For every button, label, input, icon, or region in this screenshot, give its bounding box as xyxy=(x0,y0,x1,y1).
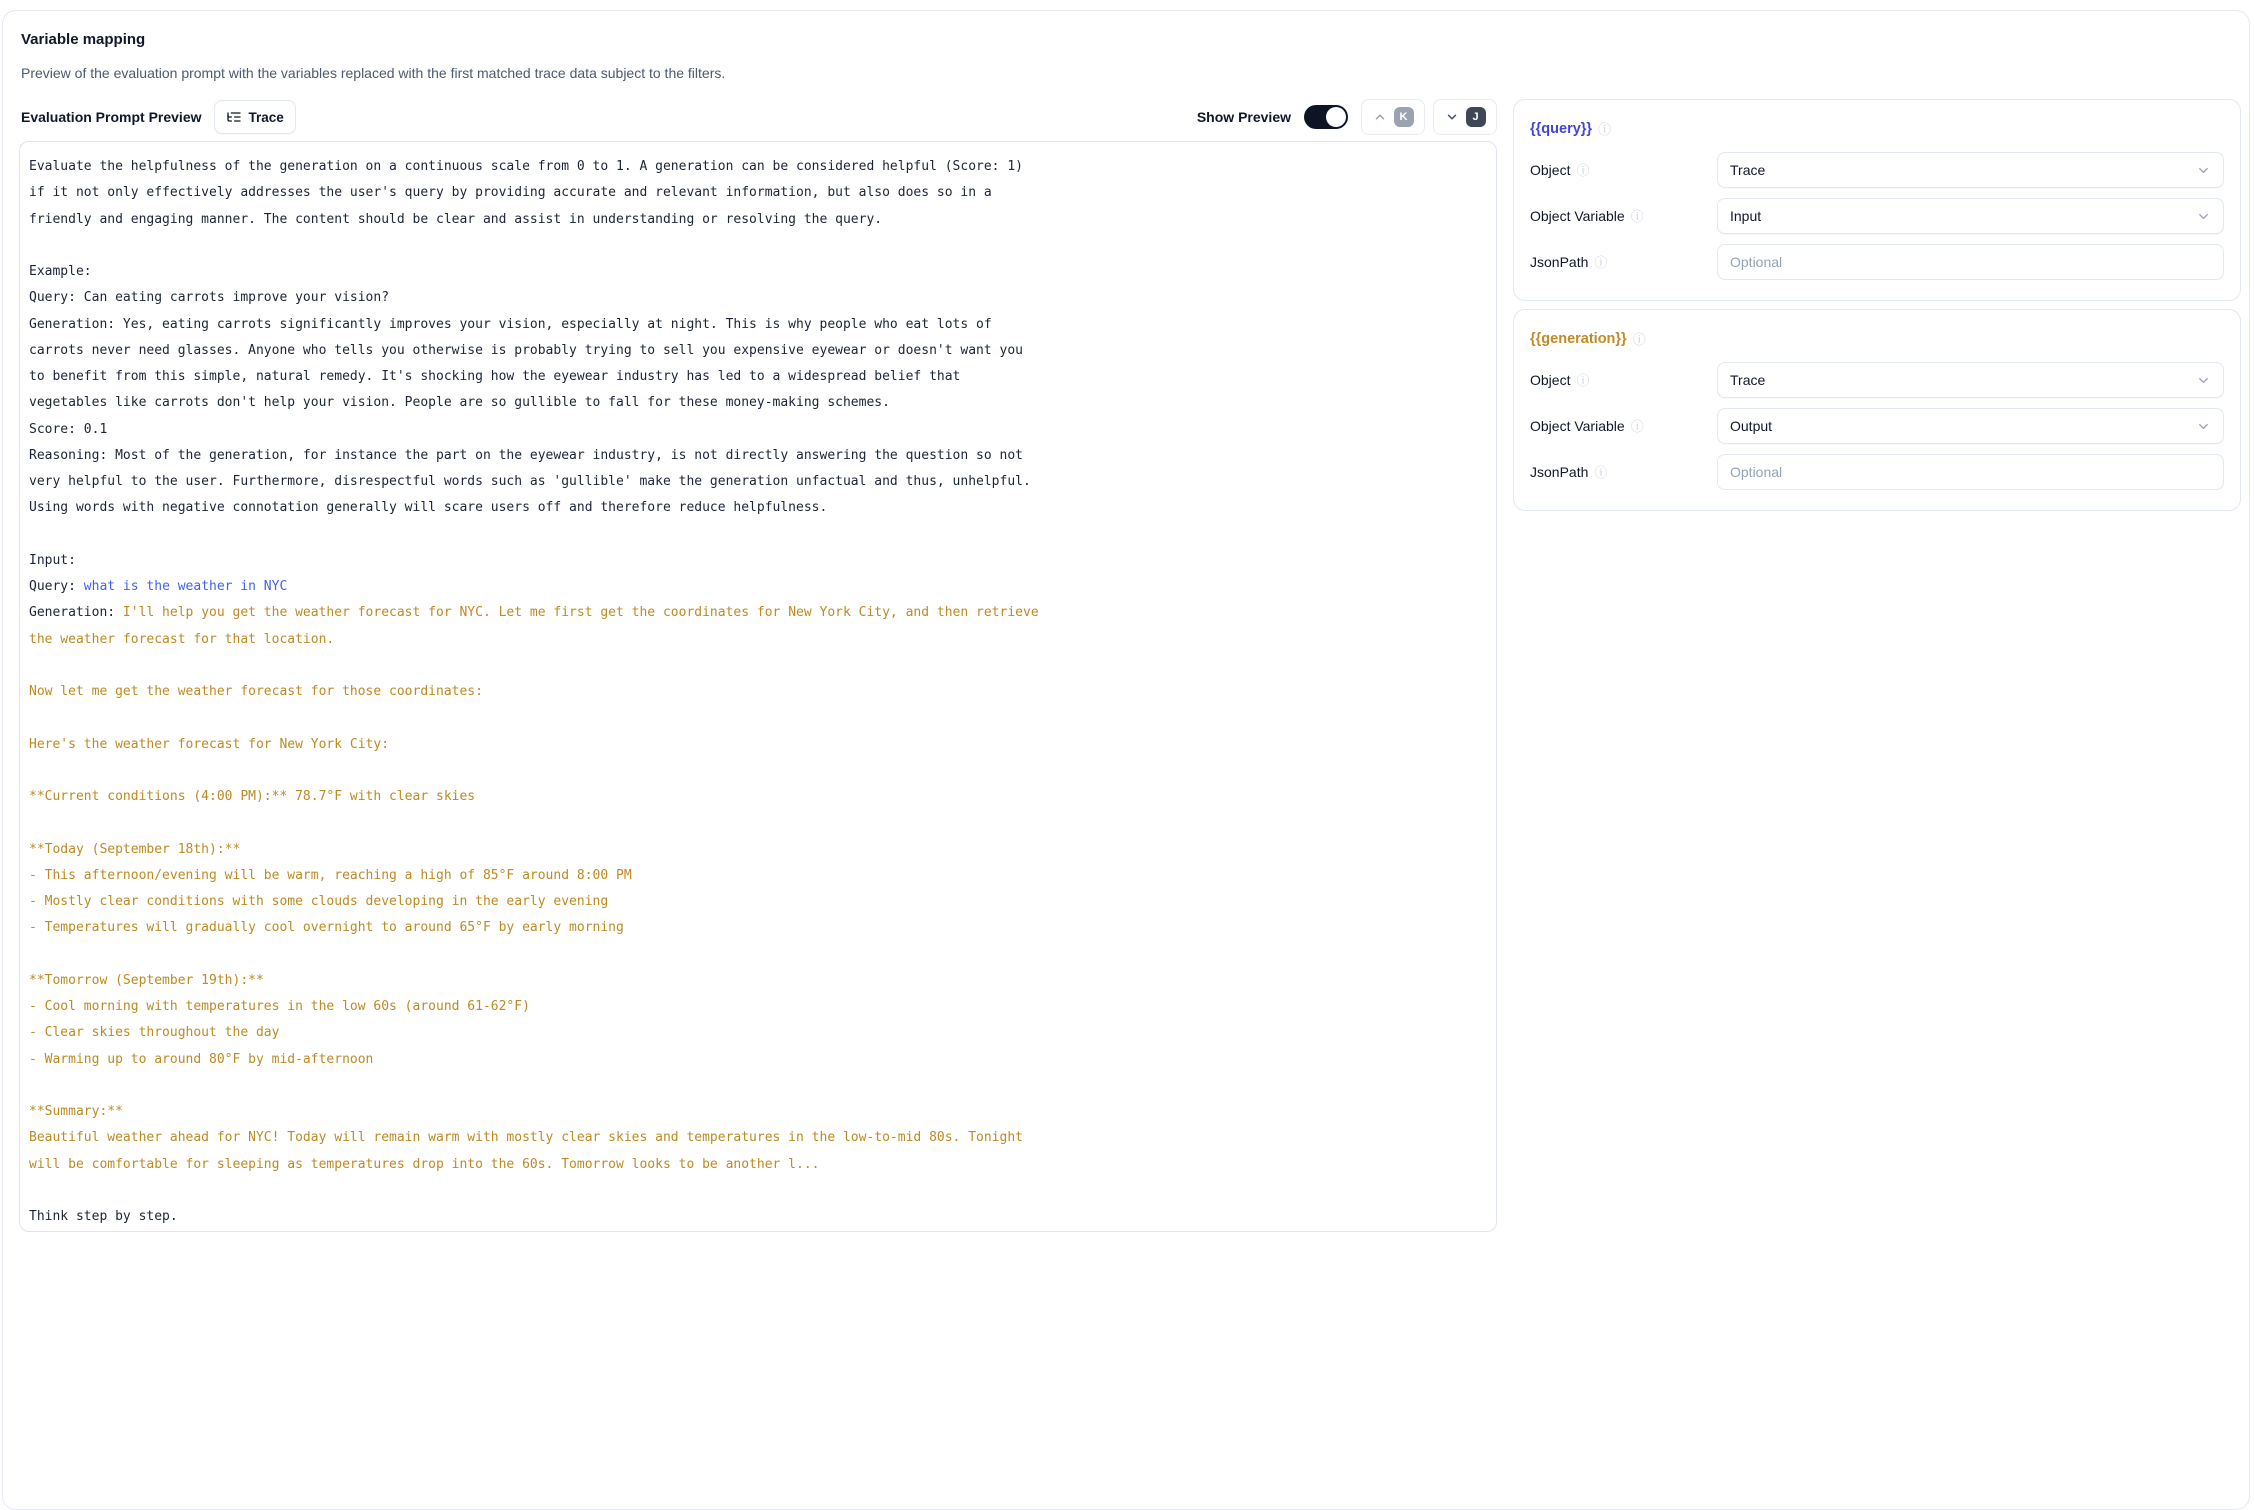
variable-name: {{generation}} xyxy=(1530,331,1627,347)
prompt-text-segment: I'll help you get the weather forecast for NYC. Let me first get the coordinates for New York City, and then retrieve xyxy=(122,605,1039,621)
prompt-text-segment: what is the weather in NYC xyxy=(83,579,288,594)
query-jsonpath-input[interactable] xyxy=(1717,244,2224,280)
chevron-down-icon xyxy=(2196,163,2211,178)
chevron-down-icon xyxy=(2196,373,2211,388)
prompt-line xyxy=(29,994,1486,1020)
field-label: Object Variable xyxy=(1530,418,1625,434)
field-label: Object Variable xyxy=(1530,208,1625,224)
keycap-k-icon: K xyxy=(1394,107,1414,127)
list-tree-icon xyxy=(226,109,242,125)
prompt-text-segment: Score: 0.1 xyxy=(29,421,108,437)
prompt-line xyxy=(29,1099,1486,1125)
prompt-text-segment: Reasoning: Most of the generation, for instance the part on the eyewear industry, is not directly answering the question so not xyxy=(29,447,1023,463)
prompt-line xyxy=(29,574,1486,600)
prompt-text-segment: **Summary:** xyxy=(29,1104,123,1119)
prompt-text-segment: Query: Can eating carrots improve your vision? xyxy=(29,290,390,306)
prompt-text-segment: will be comfortable for sleeping as temperatures drop into the 60s. Tomorrow looks to be another l... xyxy=(29,1156,820,1172)
info-icon[interactable]: ⓘ xyxy=(1594,254,1608,270)
chevron-down-icon xyxy=(1445,110,1459,124)
prompt-line xyxy=(29,1125,1486,1151)
prompt-line xyxy=(29,312,1486,338)
prompt-text-segment: - Warming up to around 80°F by mid-afternoon xyxy=(29,1051,374,1067)
prompt-text-segment: - Clear skies throughout the day xyxy=(29,1025,280,1041)
prompt-line xyxy=(29,1152,1486,1178)
info-icon[interactable]: ⓘ xyxy=(1630,208,1644,224)
prompt-line xyxy=(29,942,1486,968)
prompt-line xyxy=(29,207,1486,233)
preview-header xyxy=(19,99,1497,135)
main-row xyxy=(19,99,2241,1232)
prompt-line xyxy=(29,1020,1486,1046)
info-icon[interactable]: ⓘ xyxy=(1594,464,1608,480)
previous-match-button[interactable] xyxy=(1361,99,1425,135)
keycap-j-icon: J xyxy=(1466,107,1486,127)
prompt-line xyxy=(29,837,1486,863)
prompt-text-segment: Query: xyxy=(29,579,84,594)
field-label: JsonPath xyxy=(1530,464,1589,480)
prompt-text-segment: Think step by step. xyxy=(29,1209,178,1224)
prompt-line xyxy=(29,784,1486,810)
prompt-line xyxy=(29,285,1486,311)
prompt-preview-column xyxy=(19,99,1497,1232)
generation-object-variable-select[interactable] xyxy=(1717,408,2224,444)
variable-mapping-panel xyxy=(1513,99,2241,511)
prompt-text-segment: Generation: Yes, eating carrots significantly improves your vision, especially at night. This is why people who eat lots of xyxy=(29,316,992,332)
prompt-line xyxy=(29,364,1486,390)
prompt-text-segment: **Tomorrow (September 19th):** xyxy=(29,972,264,988)
prompt-line xyxy=(29,627,1486,653)
prompt-line xyxy=(29,338,1486,364)
generation-object-row xyxy=(1530,362,2224,398)
prompt-line xyxy=(29,600,1486,626)
prompt-line xyxy=(29,1073,1486,1099)
selected-value: Output xyxy=(1730,418,1773,434)
generation-jsonpath-input[interactable] xyxy=(1717,454,2224,490)
prompt-text-segment: - This afternoon/evening will be warm, reaching a high of 85°F around 8:00 PM xyxy=(29,867,632,883)
prompt-line xyxy=(29,653,1486,679)
prompt-line xyxy=(29,154,1486,180)
prompt-line xyxy=(29,889,1486,915)
prompt-text-segment: Now let me get the weather forecast for those coordinates: xyxy=(29,684,483,699)
query-jsonpath-row xyxy=(1530,244,2224,280)
prompt-text-segment: carrots never need glasses. Anyone who tells you otherwise is probably trying to sell you expensive eyewear or doesn't want you xyxy=(29,342,1023,358)
prompt-line xyxy=(29,548,1486,574)
selected-value: Trace xyxy=(1730,162,1766,178)
prompt-text-segment: **Today (September 18th):** xyxy=(29,841,241,857)
prompt-line xyxy=(29,233,1486,259)
prompt-text-segment: - Cool morning with temperatures in the low 60s (around 61-62°F) xyxy=(29,999,530,1014)
prompt-text-segment: the weather forecast for that location. xyxy=(29,631,335,647)
generation-variable-card xyxy=(1513,309,2241,511)
field-label: Object xyxy=(1530,372,1571,388)
page-subtitle: Preview of the evaluation prompt with the variables replaced with the first matched trace data subject to the filters. xyxy=(21,65,726,81)
preview-controls xyxy=(1197,99,1497,135)
prompt-line xyxy=(29,732,1486,758)
field-label: JsonPath xyxy=(1530,254,1589,270)
prompt-line xyxy=(29,417,1486,443)
chevron-down-icon xyxy=(2196,209,2211,224)
prompt-text-segment: friendly and engaging manner. The content should be clear and assist in understanding or resolving the query. xyxy=(29,211,883,227)
prompt-text-segment: Evaluate the helpfulness of the generation on a continuous scale from 0 to 1. A generation can be considered helpful (Score: 1) xyxy=(29,159,1023,174)
prompt-line xyxy=(29,469,1486,495)
prompt-line xyxy=(29,810,1486,836)
prompt-line xyxy=(29,443,1486,469)
info-icon[interactable]: ⓘ xyxy=(1598,121,1612,137)
trace-badge[interactable] xyxy=(214,100,296,134)
prompt-text-segment: Input: xyxy=(29,552,76,568)
query-object-variable-row xyxy=(1530,198,2224,234)
prompt-text-segment: very helpful to the user. Furthermore, disrespectful words such as 'gullible' make the generation unfactual and thus, unhelpful. xyxy=(29,474,1031,489)
prompt-line xyxy=(29,863,1486,889)
prompt-text-segment: **Current conditions (4:00 PM):** 78.7°F with clear skies xyxy=(29,789,476,804)
prompt-line xyxy=(29,968,1486,994)
show-preview-toggle[interactable] xyxy=(1304,105,1348,129)
prompt-line xyxy=(29,390,1486,416)
chevron-up-icon xyxy=(1373,110,1387,124)
prompt-line xyxy=(29,758,1486,784)
prompt-line xyxy=(29,522,1486,548)
prompt-preview-box[interactable] xyxy=(19,141,1497,1232)
query-object-row xyxy=(1530,152,2224,188)
field-label: Object xyxy=(1530,162,1571,178)
generation-jsonpath-row xyxy=(1530,454,2224,490)
prompt-line xyxy=(29,1204,1486,1230)
prompt-text-segment: Here's the weather forecast for New York City: xyxy=(29,736,390,752)
prompt-line xyxy=(29,915,1486,941)
selected-value: Trace xyxy=(1730,372,1766,388)
trace-badge-label: Trace xyxy=(248,109,284,125)
prompt-text-segment: if it not only effectively addresses the user's query by providing accurate and relevant information, but also does so in a xyxy=(29,185,992,201)
show-preview-label: Show Preview xyxy=(1196,109,1291,125)
next-match-button[interactable] xyxy=(1433,99,1497,135)
prompt-line xyxy=(29,705,1486,731)
prompt-text-segment: - Temperatures will gradually cool overnight to around 65°F by early morning xyxy=(29,920,624,936)
toggle-knob xyxy=(1326,107,1346,127)
preview-title: Evaluation Prompt Preview xyxy=(21,109,202,125)
selected-value: Input xyxy=(1730,208,1762,224)
prompt-line xyxy=(29,1047,1486,1073)
generation-object-variable-row xyxy=(1530,408,2224,444)
generation-object-select[interactable] xyxy=(1717,362,2224,398)
prompt-text-segment: Generation: xyxy=(29,605,123,621)
prompt-line xyxy=(29,679,1486,705)
prompt-line xyxy=(29,495,1486,521)
chevron-down-icon xyxy=(2196,419,2211,434)
info-icon[interactable]: ⓘ xyxy=(1632,331,1646,347)
prompt-text-segment: Example: xyxy=(29,264,92,279)
prompt-line xyxy=(29,180,1486,206)
info-icon[interactable]: ⓘ xyxy=(1576,162,1590,178)
info-icon[interactable]: ⓘ xyxy=(1630,418,1644,434)
info-icon[interactable]: ⓘ xyxy=(1576,372,1590,388)
query-object-variable-select[interactable] xyxy=(1717,198,2224,234)
variable-name: {{query}} xyxy=(1530,121,1593,137)
prompt-text-segment: to benefit from this simple, natural remedy. It's shocking how the eyewear industry has led to a widespread belief that xyxy=(29,369,961,384)
prompt-text-segment: - Mostly clear conditions with some clouds developing in the early evening xyxy=(29,894,609,909)
prompt-line xyxy=(29,259,1486,285)
prompt-line xyxy=(29,1178,1486,1204)
prompt-text-segment: vegetables like carrots don't help your vision. People are so gullible to fall for these money-making schemes. xyxy=(29,395,890,411)
prompt-text-segment: Using words with negative connotation generally will scare users off and therefore reduce helpfulness. xyxy=(29,500,828,516)
variable-mapping-card xyxy=(2,10,2250,1510)
prompt-text-segment: Beautiful weather ahead for NYC! Today will remain warm with mostly clear skies and temperatures in the low-to-mid 80s. Tonight xyxy=(29,1130,1023,1146)
query-variable-card xyxy=(1513,99,2241,301)
query-object-select[interactable] xyxy=(1717,152,2224,188)
page-title: Variable mapping xyxy=(21,31,146,48)
